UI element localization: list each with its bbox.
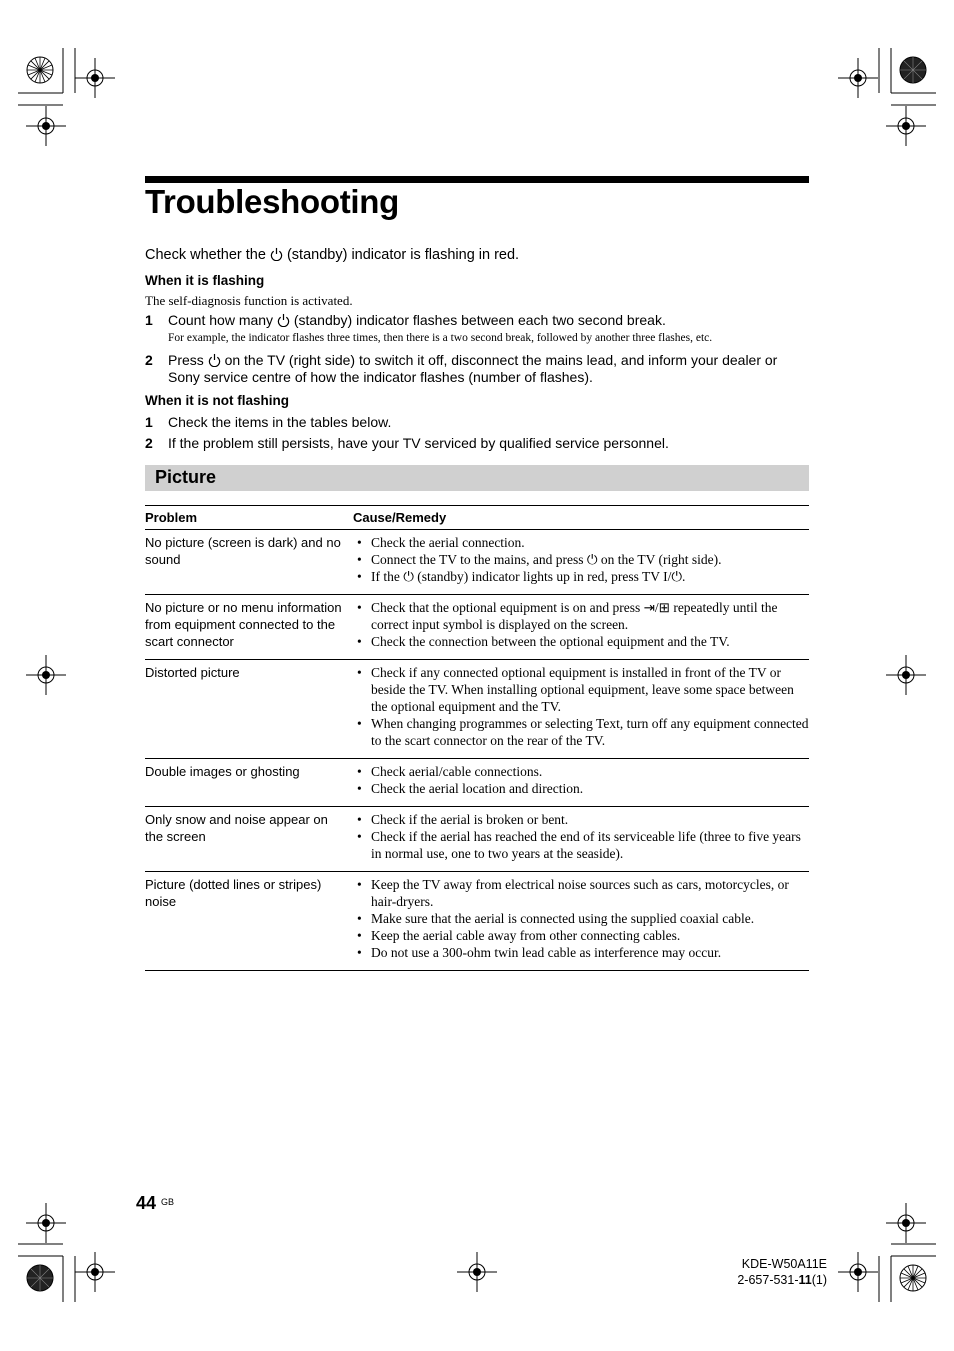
remedy-cell [353, 807, 809, 872]
remedy-item: • Connect the TV to the mains, and press ⏻ on the TV (right side). [353, 551, 809, 568]
problem-cell: Picture (dotted lines or stripes) noise [145, 872, 353, 971]
remedy-item: • Check the connection between the optional equipment and the TV. [353, 633, 809, 650]
step-text [168, 352, 808, 386]
problem-cell: No picture or no menu information from equipment connected to the scart connector [145, 595, 353, 660]
remedy-cell [353, 660, 809, 759]
remedy-item: • Check if any connected optional equipment is installed in front of the TV or beside the TV. When installing optional equipment, leave some space between the optional equipment and the TV. [353, 664, 809, 715]
section-title: Picture [155, 467, 217, 487]
document-code [737, 1272, 827, 1288]
step-text: Check the items in the tables below. [168, 414, 392, 430]
table-row [145, 660, 809, 759]
standby-power-icon [208, 353, 221, 367]
step-text [168, 312, 808, 329]
remedy-cell [353, 759, 809, 807]
step-text-before: Press [168, 352, 204, 368]
page-number: 44 [136, 1193, 157, 1213]
step-number: 2 [145, 435, 153, 451]
step-text-after: (standby) indicator flashes between each two second break. [293, 312, 666, 328]
standby-power-icon [277, 313, 290, 327]
problem-cell: No picture (screen is dark) and no sound [145, 530, 353, 595]
remedy-cell [353, 530, 809, 595]
table-header-row [145, 506, 809, 530]
standby-power-icon [270, 247, 283, 261]
table-row [145, 759, 809, 807]
remedy-item: • Make sure that the aerial is connected using the supplied coaxial cable. [353, 910, 809, 927]
code-bold: 11 [798, 1273, 812, 1287]
remedy-item: • If the ⏻ (standby) indicator lights up in red, press TV I/⏻. [353, 568, 809, 585]
remedy-item: • Keep the aerial cable away from other connecting cables. [353, 927, 809, 944]
troubleshooting-table [145, 505, 809, 971]
remedy-item: • Check the aerial location and direction. [353, 780, 809, 797]
table-row [145, 807, 809, 872]
problem-cell: Only snow and noise appear on the screen [145, 807, 353, 872]
remedy-item: • Do not use a 300-ohm twin lead cable as interference may occur. [353, 944, 809, 961]
remedy-item: • Check the aerial connection. [353, 534, 809, 551]
step-number: 1 [145, 414, 153, 430]
page-region-suffix: GB [161, 1197, 175, 1207]
remedy-item: • Keep the TV away from electrical noise sources such as cars, motorcycles, or hair-dryers. [353, 876, 809, 910]
section-header-picture [145, 465, 809, 491]
remedy-item: • Check if the aerial has reached the end of its serviceable life (three to five years in normal use, one to two years at the seaside). [353, 828, 809, 862]
not-flashing-heading: When it is not flashing [145, 393, 289, 408]
table-row [145, 530, 809, 595]
remedy-cell [353, 595, 809, 660]
code-prefix: 2-657-531- [737, 1273, 799, 1287]
table-row [145, 872, 809, 971]
step-text-before: Count how many [168, 312, 274, 328]
intro-text [145, 247, 519, 263]
remedy-item: • Check aerial/cable connections. [353, 763, 809, 780]
step-number: 1 [145, 312, 153, 328]
remedy-cell [353, 872, 809, 971]
page-title: Troubleshooting [145, 183, 399, 220]
flashing-description: The self-diagnosis function is activated. [145, 293, 353, 308]
remedy-item: • Check if the aerial is broken or bent. [353, 811, 809, 828]
remedy-item: • When changing programmes or selecting Text, turn off any equipment connected to the scart connector on the rear of the TV. [353, 715, 809, 749]
model-number: KDE-W50A11E [741, 1257, 827, 1271]
step-number: 2 [145, 352, 153, 368]
column-header-problem: Problem [145, 506, 353, 530]
model-info [737, 1256, 827, 1288]
table-row [145, 595, 809, 660]
step-text-after: on the TV (right side) to switch it off, disconnect the mains lead, and inform your dealer or Sony service centre of how the indicator flashes (number of flashes). [168, 352, 778, 385]
problem-cell: Double images or ghosting [145, 759, 353, 807]
code-suffix: (1) [811, 1273, 827, 1287]
intro-before: Check whether the [145, 247, 266, 263]
remedy-item: • Check that the optional equipment is on and press ⇥/⊞ repeatedly until the correct input symbol is displayed on the screen. [353, 599, 809, 633]
step-text: If the problem still persists, have your TV serviced by qualified service personnel. [168, 435, 669, 451]
problem-cell: Distorted picture [145, 660, 353, 759]
column-header-cause-remedy: Cause/Remedy [353, 506, 809, 530]
flashing-note: For example, the indicator flashes three times, then there is a two second break, followed by another three flashes, etc. [168, 332, 713, 344]
title-rule [145, 176, 809, 183]
flashing-heading: When it is flashing [145, 273, 265, 288]
intro-after: (standby) indicator is flashing in red. [286, 247, 520, 263]
